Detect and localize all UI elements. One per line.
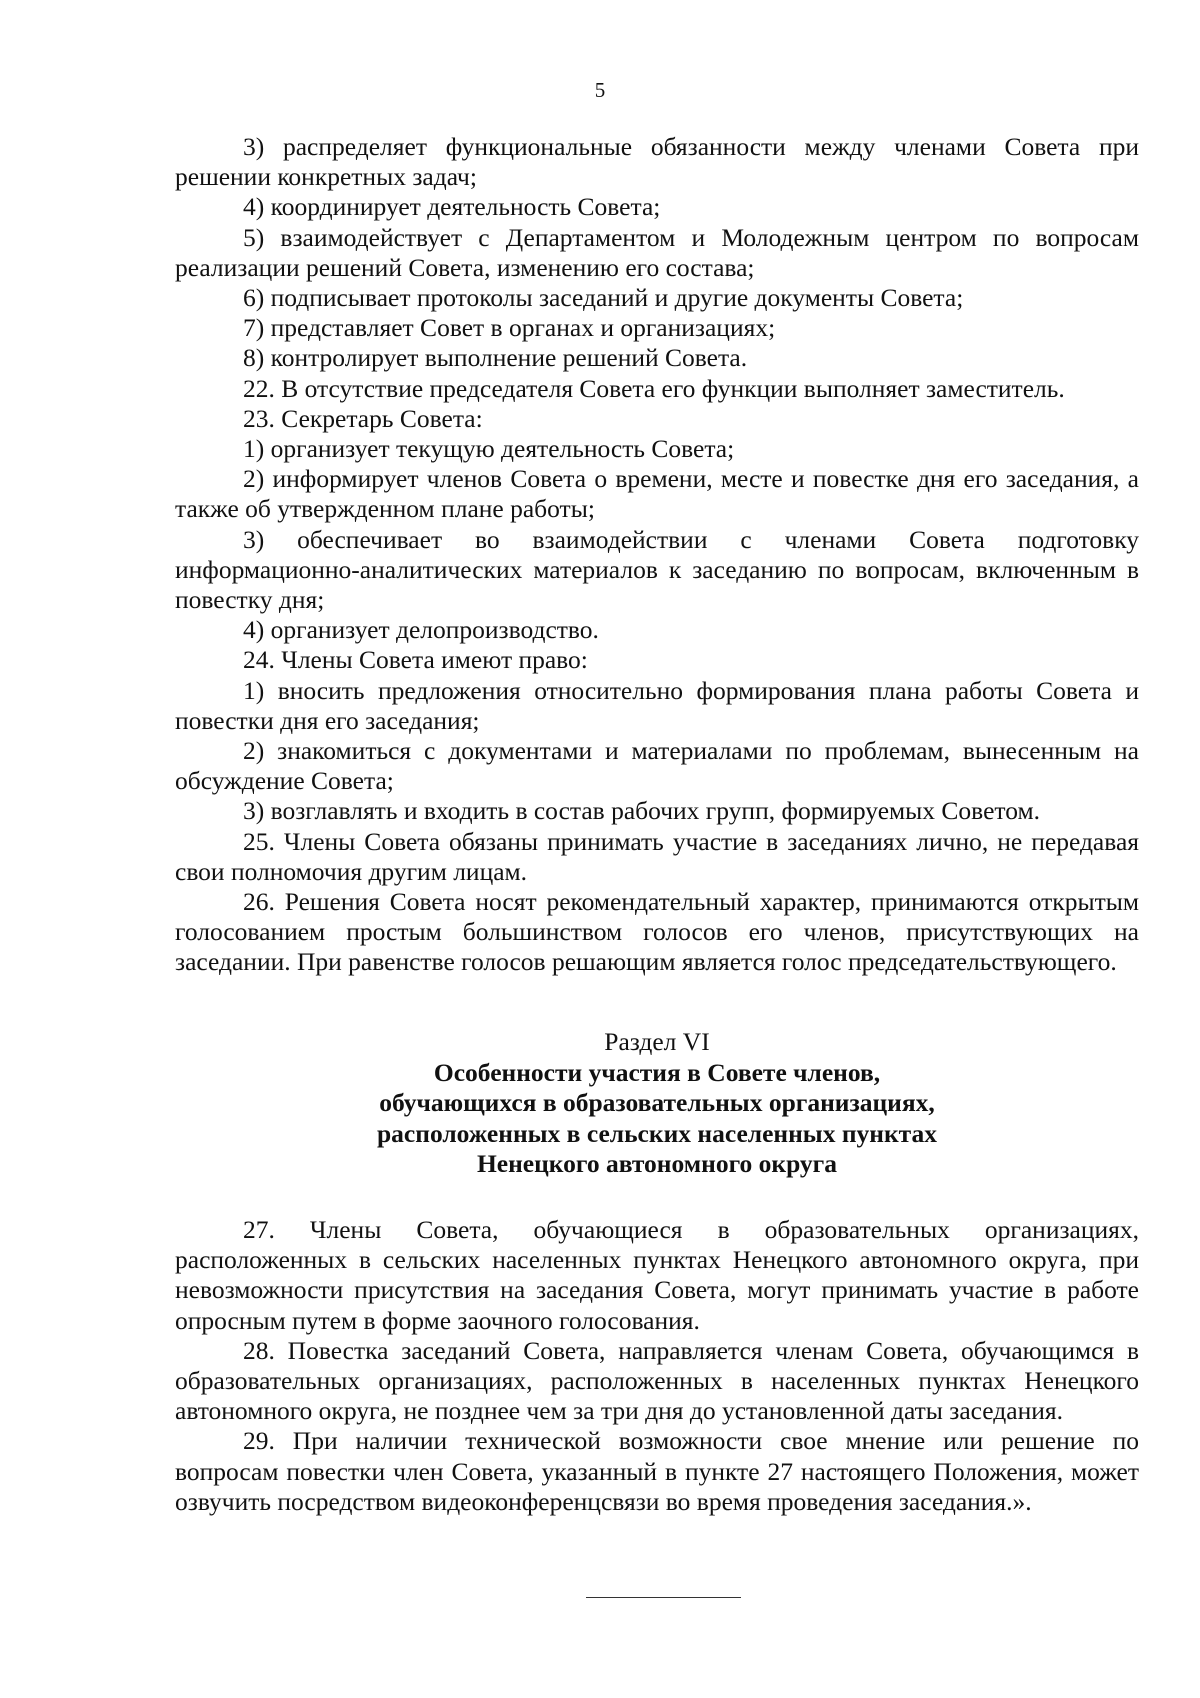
paragraph: 8) контролирует выполнение решений Совета. [243, 343, 748, 373]
paragraph: 22. В отсутствие председателя Совета его функции выполняет заместитель. [243, 373, 1065, 403]
section-label: Раздел VI [604, 1027, 710, 1056]
paragraph: 3) возглавлять и входить в состав рабочих групп, формируемых Советом. [243, 796, 1040, 826]
section-title-line: расположенных в сельских населенных пунктах [377, 1118, 937, 1148]
paragraph: 1) вносить предложения относительно формирования плана работы Совета и повестки дня его заседания; [175, 675, 1139, 735]
paragraph: 5) взаимодействует с Департаментом и Молодежным центром по вопросам реализации решений Совета, изменению его состава; [175, 222, 1139, 282]
paragraph: 3) обеспечивает во взаимодействии с членами Совета подготовку информационно-аналитических материалов к заседанию по вопросам, включенным в повестку дня; [175, 524, 1139, 615]
paragraph: 6) подписывает протоколы заседаний и другие документы Совета; [243, 283, 964, 313]
paragraph: 24. Члены Совета имеют право: [243, 645, 588, 675]
paragraph: 3) распределяет функциональные обязанности между членами Совета при решении конкретных задач; [175, 132, 1139, 192]
section-title-line: Особенности участия в Совете членов, [433, 1057, 881, 1087]
section-title-line: Ненецкого автономного округа [476, 1149, 838, 1178]
paragraph: 26. Решения Совета носят рекомендательный характер, принимаются открытым голосованием простым большинством голосов его членов, присутствующих на заседании. При равенстве голосов решающим является голос председательствующего. [175, 887, 1139, 977]
paragraph: 2) знакомиться с документами и материалами по проблемам, вынесенным на обсуждение Совета; [175, 736, 1139, 796]
paragraph: 7) представляет Совет в органах и организациях; [243, 313, 776, 343]
paragraph: 28. Повестка заседаний Совета, направляется членам Совета, обучающимся в образовательных организациях, расположенных в населенных пунктах Ненецкого автономного округа, не позднее чем за три дня до установленной даты заседания. [175, 1335, 1139, 1426]
paragraph: 25. Члены Совета обязаны принимать участие в заседаниях лично, не передавая свои полномочия другим лицам. [175, 826, 1139, 886]
paragraph: 4) организует делопроизводство. [243, 615, 599, 645]
body-text-top [175, 132, 1139, 978]
paragraph: 4) координирует деятельность Совета; [243, 192, 661, 222]
paragraph: 27. Члены Совета, обучающиеся в образовательных организациях, расположенных в сельских населенных пунктах Ненецкого автономного округа, при невозможности присутствия на заседания Совета, могут принимать участие в работе опросным путем в форме заочного голосования. [175, 1215, 1139, 1335]
page-number: 5 [594, 78, 606, 102]
section-heading [175, 1027, 1139, 1180]
paragraph: 1) организует текущую деятельность Совета; [243, 434, 735, 464]
paragraph: 2) информирует членов Совета о времени, месте и повестке дня его заседания, а также об утвержденном плане работы; [175, 464, 1139, 524]
paragraph: 23. Секретарь Совета: [243, 403, 483, 433]
body-text-bottom [175, 1215, 1139, 1517]
paragraph: 29. При наличии технической возможности свое мнение или решение по вопросам повестки член Совета, указанный в пункте 27 настоящего Положения, может озвучить посредством видеоконференцсвязи во время проведения заседания.». [175, 1426, 1139, 1516]
section-title-line: обучающихся в образовательных организациях, [379, 1088, 935, 1117]
end-rule-divider [586, 1597, 741, 1598]
